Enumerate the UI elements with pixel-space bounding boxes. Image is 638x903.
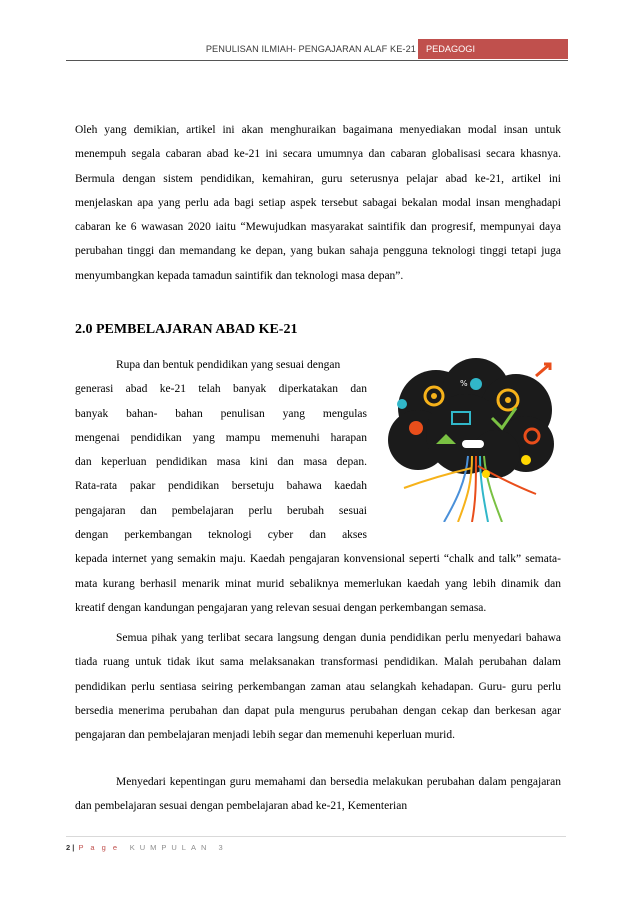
brain-tree-illustration: [376, 356, 564, 522]
text-line: dengan perkembangan teknologi cyber dan akses: [75, 529, 367, 542]
paragraph-section-rest: kepada internet yang semakin maju. Kaedah pengajaran konvensional seperti “chalk and talk” semata-mata kurang berhasil menarik minat murid sebaliknya memerlukan kaedah yang lebih dinamik dan kreatif dengan kandungan pengajaran yang relevan sesuai dengan perkembangan semasa.: [75, 553, 561, 614]
footer: [66, 843, 228, 852]
paragraph-intro: Oleh yang demikian, artikel ini akan menghuraikan bagaimana menyediakan modal insan untuk menempuh segala cabaran abad ke-21 ini secara umumnya dan cabaran globalisasi secara khasnya. Bermula dengan sistem pendidikan, kemahiran, guru seterusnya pelajar abad ke-21, artikel ini menjelaskan apa yang perlu ada bagi setiap aspek tersebut sabagai bekalan modal insan menghadapi cabaran ke 6 wawasan 2020 iaitu “Mewujudkan masyarakat saintifik dan progresif, mempunyai daya perubahan tinggi dan memandang ke depan, yang bukan sahaja pengguna teknologi tinggi tetapi juga menyumbangkan kepada tamadun saintifik dan teknologi masa depan”.: [75, 124, 561, 282]
header-rule: [66, 60, 568, 61]
text-line: generasi abad ke-21 telah banyak diperkatakan dan: [75, 383, 367, 396]
page-label: P a g e: [78, 843, 120, 852]
header-badge: PEDAGOGI: [418, 39, 568, 59]
svg-text:%: %: [460, 379, 468, 388]
brain-tree-icon: [376, 356, 564, 522]
footer-rule: [66, 836, 566, 837]
text-line: banyak bahan- bahan penulisan yang mengulas: [75, 407, 367, 420]
text-line: Rata-rata pakar pendidikan bersetuju bahawa kaedah: [75, 480, 367, 493]
text-line: Rupa dan bentuk pendidikan yang sesuai dengan: [116, 359, 341, 371]
header-title: PENULISAN ILMIAH- PENGAJARAN ALAF KE-21: [205, 44, 416, 54]
text-line: pengajaran dan pembelajaran perlu berubah sesuai: [75, 504, 367, 517]
paragraph-transformation: Semua pihak yang terlibat secara langsung dengan dunia pendidikan perlu menyedari bahawa tiada ruang untuk tidak ikut sama melaksanakan transformasi pendidikan. Malah perubahan dalam pendidikan perlu sentiasa seiring perkembangan zaman atau selangkah kehadapan. Guru- guru perlu bersedia menerima perubahan dan dapat pula mengurus perubahan dengan cekap dan berkesan agar pengajaran dan pembelajaran menjadi lebih segar dan memenuhi keperluan murid.: [75, 632, 561, 742]
paragraph-ministry: Menyedari kepentingan guru memahami dan bersedia melakukan perubahan dalam pengajaran dan pembelajaran sesuai dengan pembelajaran abad ke-21, Kementerian: [75, 776, 561, 813]
group-label: KUMPULAN 3: [129, 843, 228, 852]
section-heading: 2.0 PEMBELAJARAN ABAD KE-21: [75, 322, 298, 337]
text-line: mengenai pendidikan yang mampu memenuhi harapan: [75, 431, 367, 444]
page-number: 2: [66, 843, 71, 852]
footer-separator: |: [72, 843, 75, 852]
text-line: dan keperluan pendidikan masa kini dan masa depan.: [75, 456, 367, 469]
